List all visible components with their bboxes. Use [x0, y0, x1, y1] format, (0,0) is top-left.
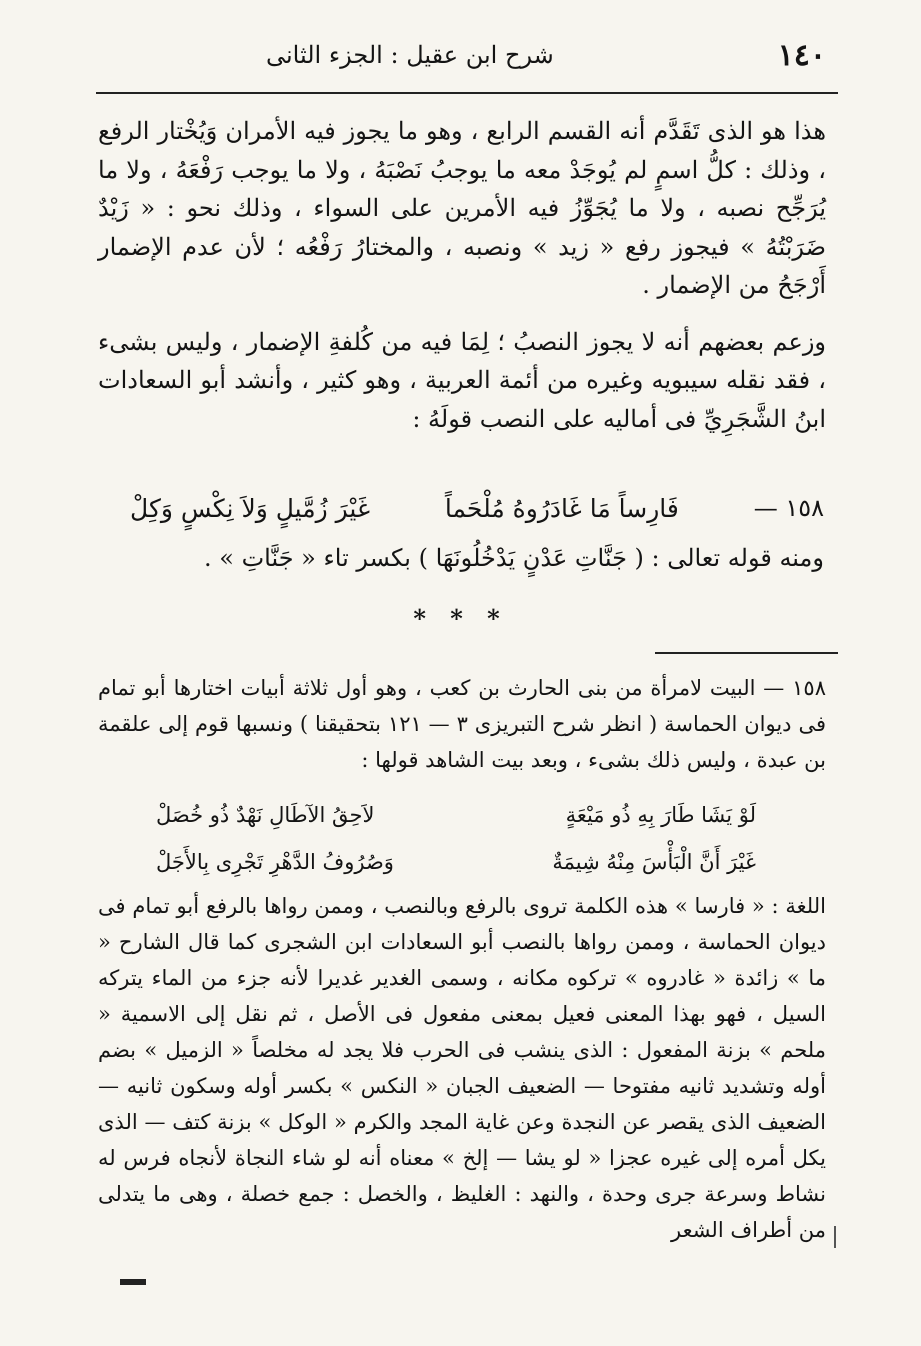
running-title: شرح ابن عقيل : الجزء الثانى: [266, 41, 554, 69]
couplet-1-hemistich-a: لَوْ يَشَا طَارَ بِهِ ذُو مَيْعَةٍ: [565, 802, 756, 827]
footnote-rule: [655, 652, 838, 654]
page-header: [96, 32, 826, 78]
main-text: [98, 112, 826, 438]
verse-158: [130, 488, 824, 528]
couplet-2: [156, 843, 756, 880]
footnote-vocabulary: اللغة : « فارسا » هذه الكلمة تروى بالرفع وبالنصب ، وممن رواها بالرفع أبو تمام فى ديوان الحماسة ، وممن رواها بالنصب أبو السعادات ابن الشجرى كما قال الشارح « ما » زائدة « غادروه » تركوه مكانه ، وسمى الغدير غديرا لأنه جزء من الماء يتركه السيل ، فهو بهذا المعنى فعيل بمعنى مفعول فى الأصل ، ثم نقل إلى الاسمية « ملحم » بزنة المفعول : الذى ينشب فى الحرب فلا يجد له مخلصاً « الزميل » بضم أوله وتشديد ثانيه مفتوحا — الضعيف الجبان « النكس » بكسر أوله وسكون ثانيه — الضعيف الذى يقصر عن النجدة وعن غاية المجد والكرم « الوكل » بزنة كتف — الذى يكل أمره إلى غيره عجزا « لو يشا — إلخ » معناه أنه لو شاء النجاة لأنجاه فرس له نشاط وسرعة جرى وحدة ، والنهد : الغليظ ، والخصل : جمع خصلة ، وهى ما يتدلى من أطراف الشعر: [98, 894, 826, 1242]
couplet-2-hemistich-b: وَصُرُوفُ الدَّهْرِ تَجْرِى بِالأَجَلْ: [156, 849, 394, 874]
paragraph-2: وزعم بعضهم أنه لا يجوز النصبُ ؛ لِمَا فيه من كُلفةِ الإضمار ، وليس بشىء ، فقد نقله سيبويه وغيره من أئمة العربية ، وهو كثير ، وأنشد أبو السعادات ابنُ الشَّجَرِيِّ فى أماليه على النصب قولَهُ :: [98, 327, 826, 433]
continuation-mark: [120, 1279, 146, 1285]
couplet-1-hemistich-b: لاَحِقُ الآطَالِ نَهْدٌ ذُو خُصَلْ: [156, 802, 375, 827]
couplet-1: [156, 796, 756, 833]
quran-citation: ومنه قوله تعالى : ( جَنَّاتِ عَدْنٍ يَدْخُلُونَهَا ) بكسر تاء « جَنَّاتِ » .: [204, 544, 824, 572]
verse-hemistich-2: غَيْرَ زُمَّيلٍ وَلاَ نِكْسٍ وَكِلْ: [130, 493, 371, 523]
paragraph-1: هذا هو الذى تَقَدَّم أنه القسم الرابع ، وهو ما يجوز فيه الأمران وَيُخْتار الرفع ، وذلك : كلُّ اسمٍ لم يُوجَدْ معه ما يوجبُ نَصْبَهُ ، ولا ما يوجب رَفْعَهُ ، ولا ما يُرَجِّح نصبه ، ولا ما يُجَوِّزُ فيه الأمرين على السواء ، وذلك نحو : « زَيْدٌ ضَرَبْتُهُ » فيجوز رفع « زيد » ونصبه ، والمختارُ رَفْعُه ؛ لأن عدم الإضمار أَرْجَحُ من الإضمار .: [98, 117, 826, 299]
poem-couplets: [98, 796, 826, 880]
page-number: ١٤٠: [777, 37, 826, 73]
verse-number: ١٥٨ —: [753, 494, 824, 522]
couplet-2-hemistich-a: غَيْرَ أَنَّ الْبَأْسَ مِنْهُ شِيمَةٌ: [552, 849, 756, 874]
header-rule: [96, 92, 838, 94]
margin-tick: [834, 1226, 836, 1248]
section-separator: * * *: [413, 604, 508, 633]
footnotes: [98, 670, 826, 1248]
footnote-158: ١٥٨ — البيت لامرأة من بنى الحارث بن كعب ، وهو أول ثلاثة أبيات اختارها أبو تمام فى ديوان الحماسة ( انظر شرح التبريزى ٣ — ١٢١ بتحقيقنا ) ونسبها قوم إلى علقمة بن عبدة ، وليس ذلك بشىء ، وبعد بيت الشاهد قولها :: [98, 676, 826, 772]
verse-hemistich-1: فَارِساً مَا غَادَرُوهُ مُلْحَماً: [444, 493, 679, 523]
